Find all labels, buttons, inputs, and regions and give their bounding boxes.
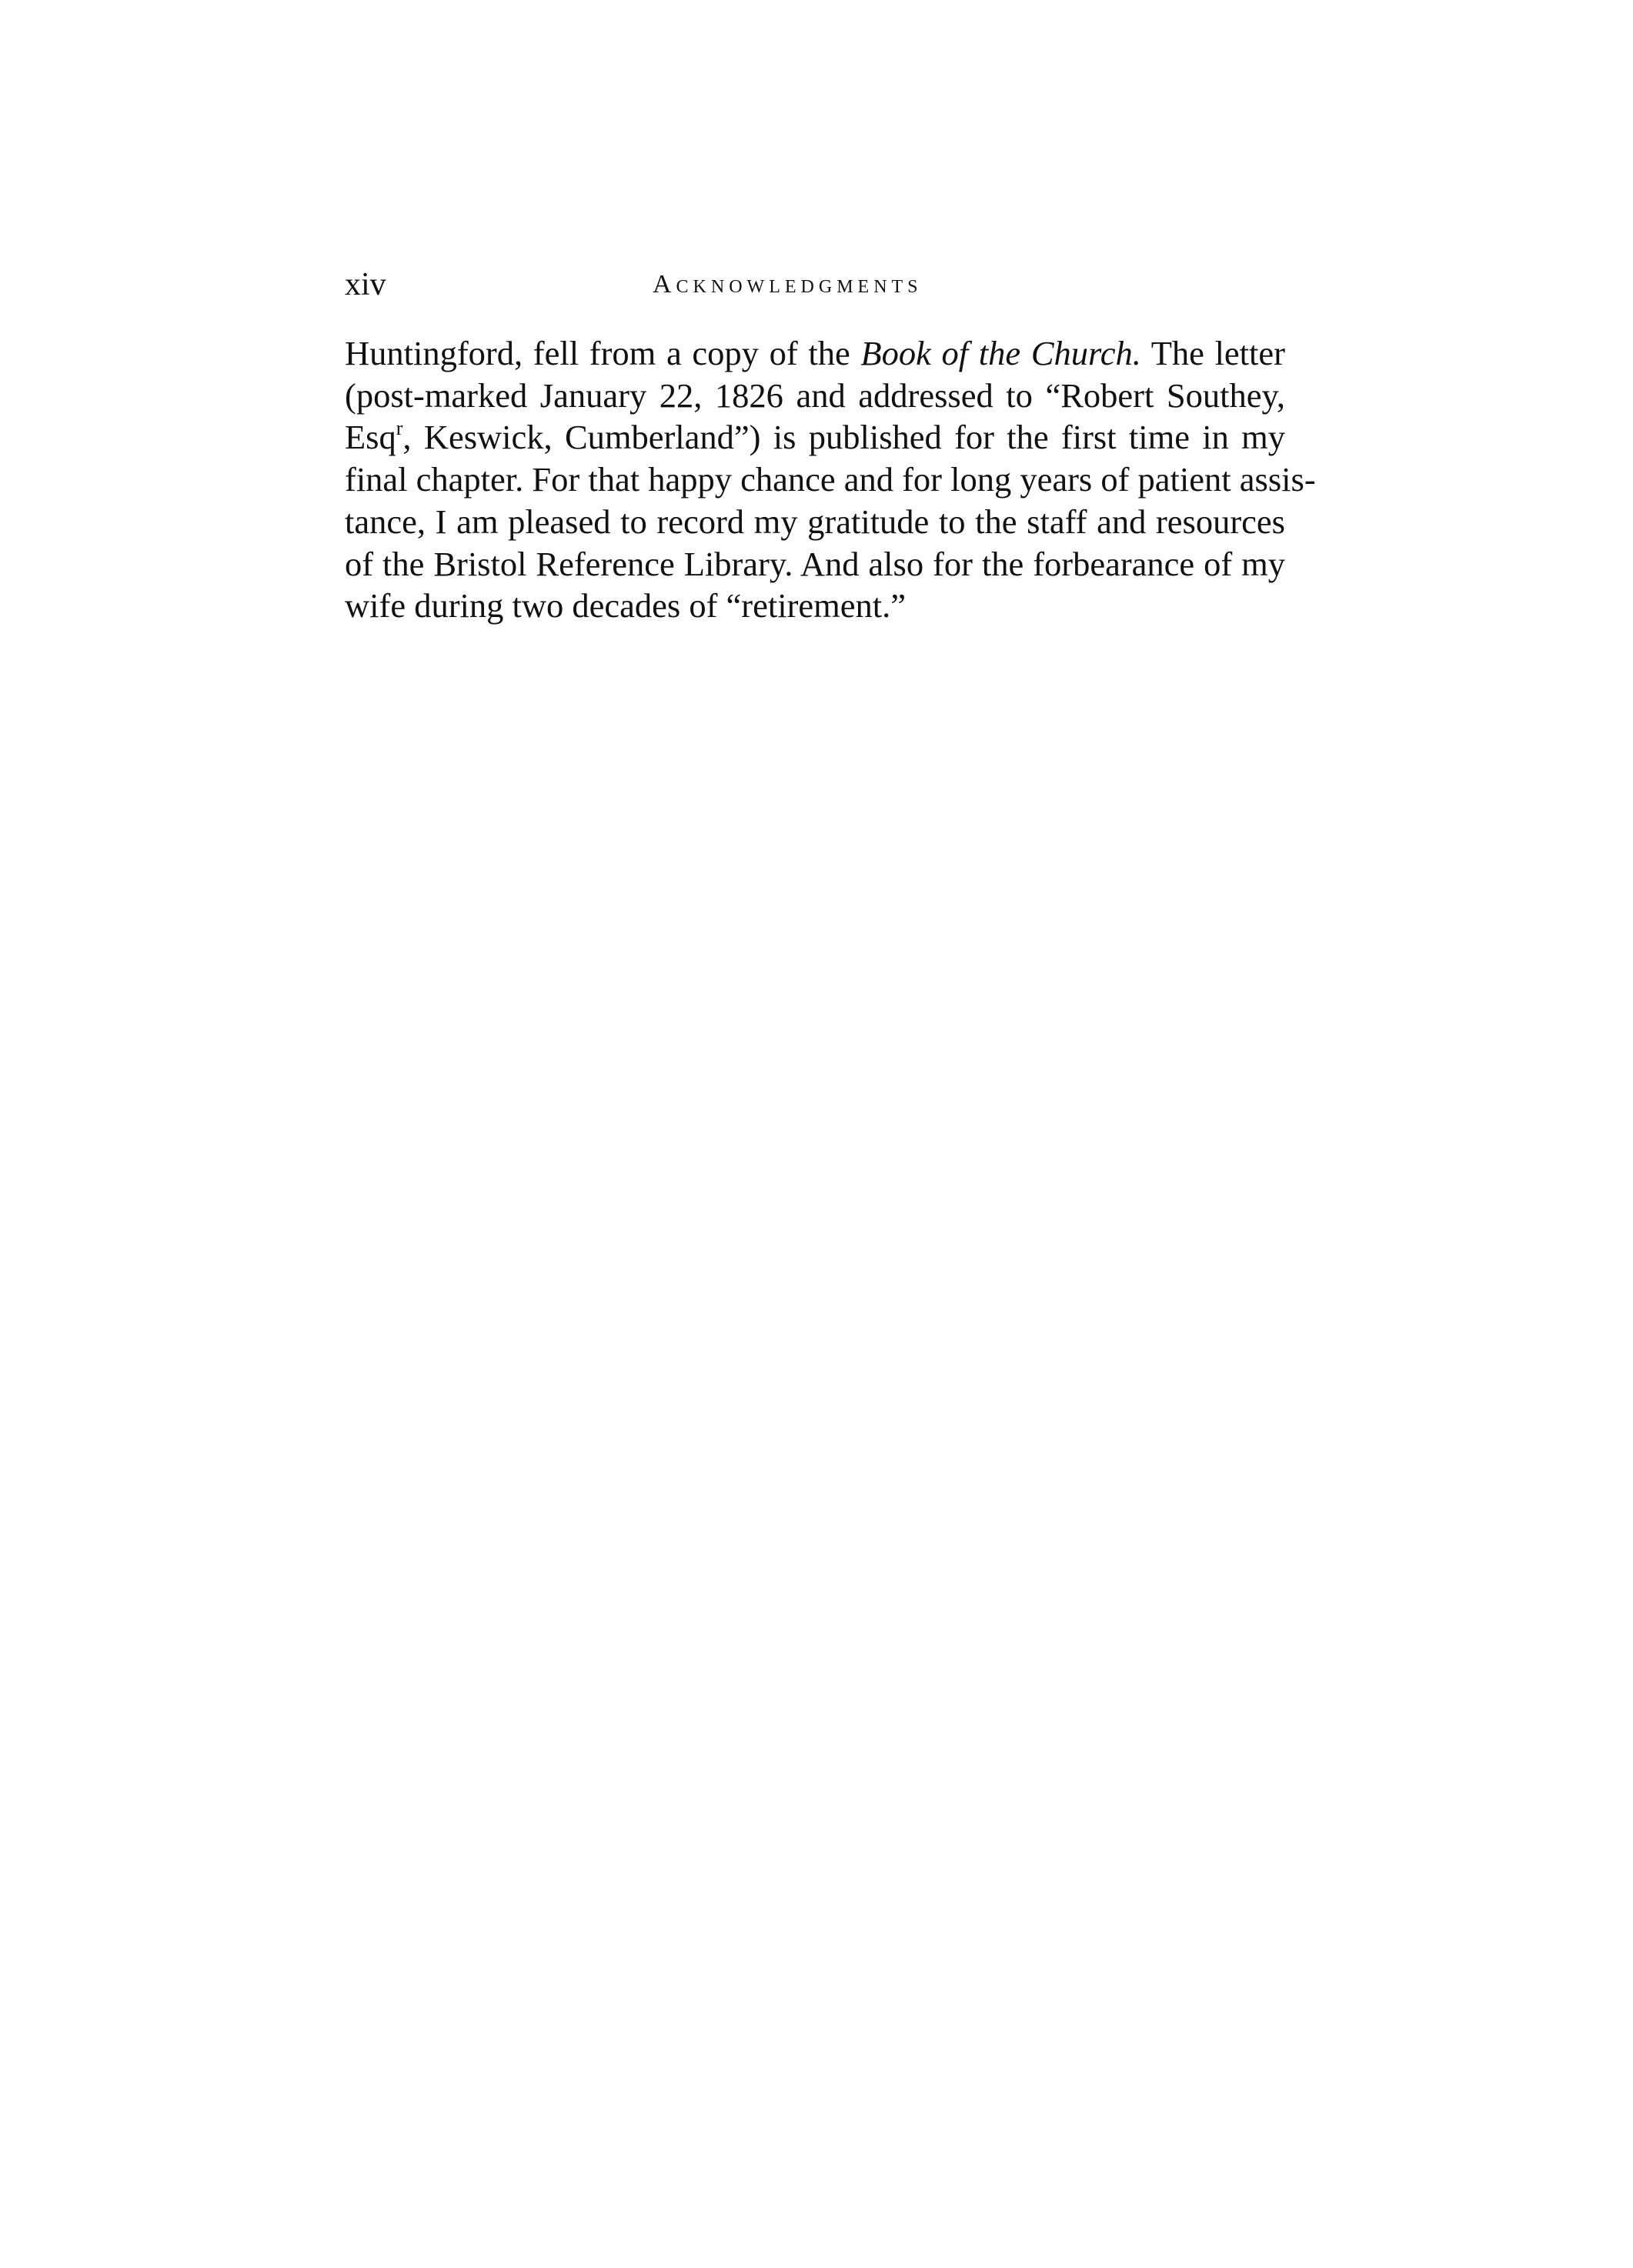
text-line: wife during two decades of “retirement.”	[345, 586, 906, 625]
book-title-italic: Book of the Church.	[860, 334, 1141, 372]
page-number: xiv	[345, 267, 386, 302]
text-line: tance, I am pleased to record my gratitude to the staff and resources	[345, 502, 1285, 541]
text-segment: The letter	[1140, 334, 1285, 372]
running-head	[345, 262, 1284, 308]
text-line: (post-marked January 22, 1826 and addressed to “Robert Southey,	[345, 375, 1285, 415]
text-line	[345, 332, 1285, 375]
text-line: final chapter. For that happy chance and for long years of patient assis-	[345, 460, 1316, 499]
running-title: Acknowledgments	[653, 270, 923, 299]
text-line: of the Bristol Reference Library. And also for the forbearance of my	[345, 544, 1285, 583]
superscript: r	[396, 417, 403, 440]
text-segment: Esq	[345, 418, 396, 457]
text-line	[345, 416, 1285, 459]
text-segment: , Keswick, Cumberland”) is published for the first time in my	[402, 418, 1285, 457]
text-segment: Huntingford, fell from a copy of the	[345, 334, 861, 372]
body-paragraph	[345, 332, 1316, 627]
